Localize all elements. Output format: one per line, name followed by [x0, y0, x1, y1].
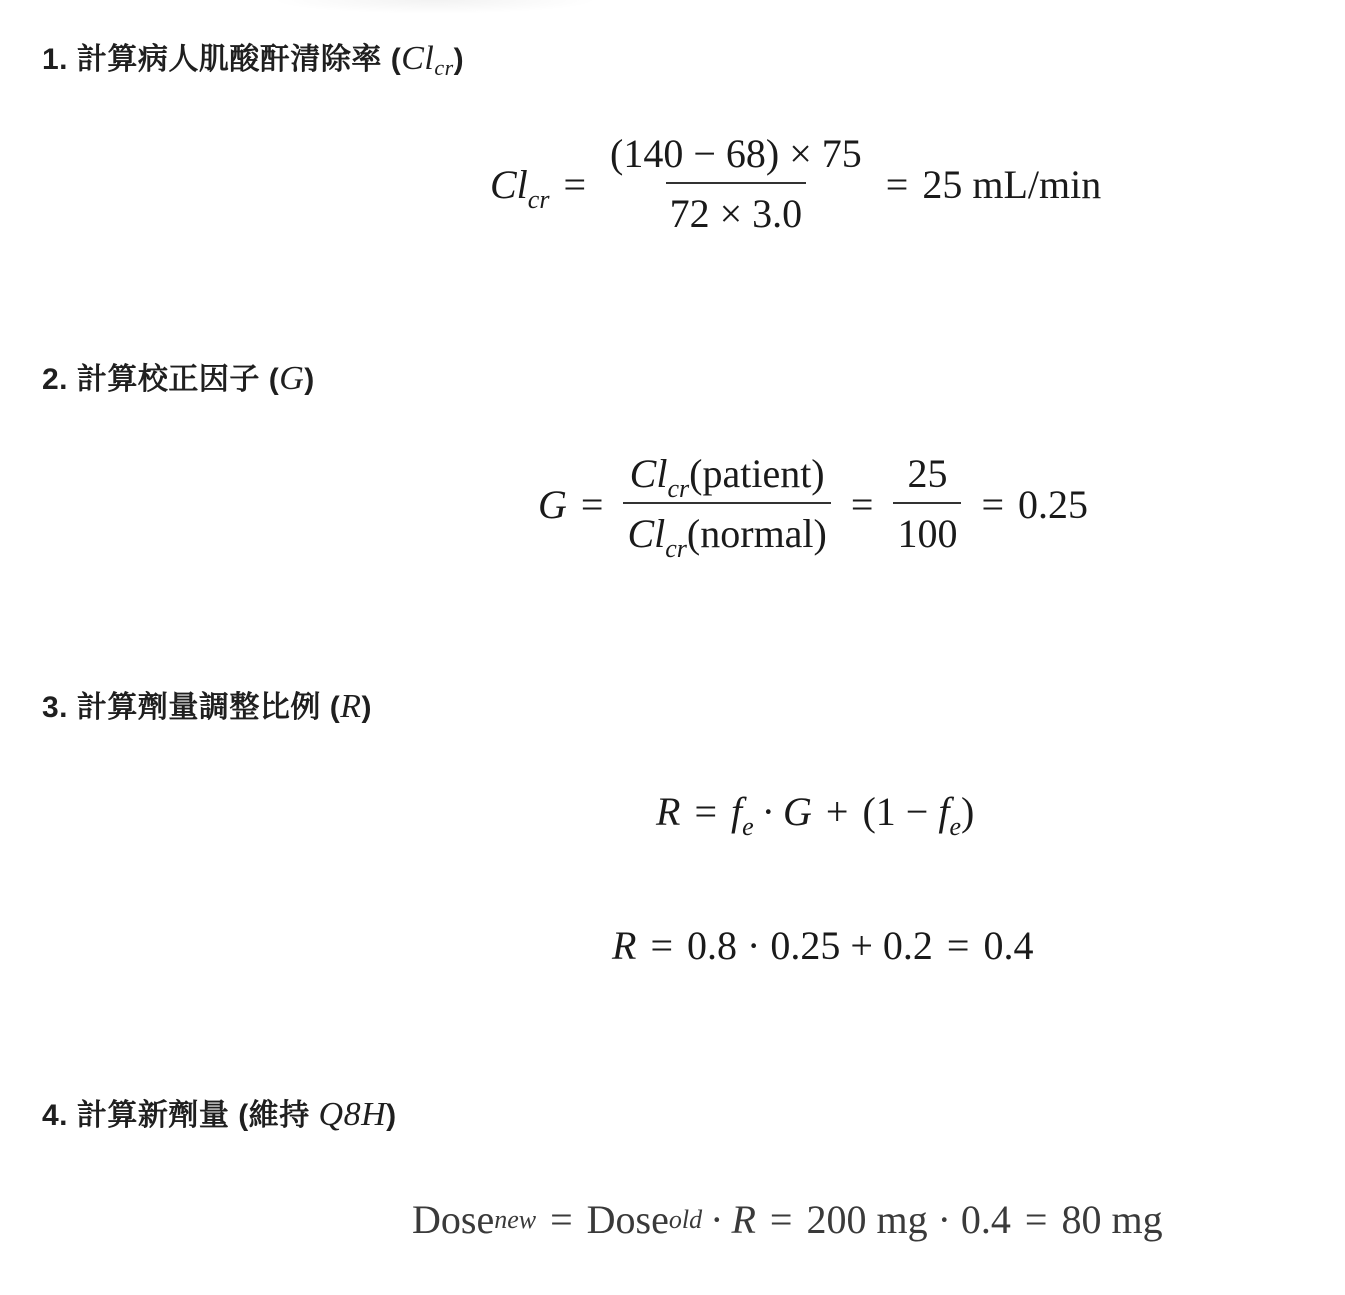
top-shadow — [270, 0, 600, 14]
step-symbol: Q8H — [318, 1096, 387, 1133]
creatinine-clearance-equation: $Cl_{cr}$ = $\frac{(140 - 68) \times 75}{72 \times 3.0}$ = 25 mL/min — [490, 131, 1102, 236]
step-3-heading: 3. 計算劑量調整比例 (R) — [42, 688, 372, 725]
step-title: 計算病人肌酸酐清除率 — [76, 43, 382, 76]
correction-factor-equation: G = $\frac{Cl_{cr}(patient)}{Cl_{cr}(normal)}$ = $\frac{25}{100}$ = 0.25 — [538, 451, 1088, 563]
result: 80 mg — [1061, 1197, 1163, 1242]
ratio-formula: R = $f_e$ · G + (1 − $f_e$ ) — [656, 789, 975, 841]
ratio-calculation: R = 0.8 · 0.25 + 0.2 = 0.4 — [612, 923, 1034, 968]
step-symbol: G — [279, 360, 305, 397]
fraction: $\frac{25}{100}$ — [893, 452, 961, 556]
step-2-heading: 2. 計算校正因子 (G) — [42, 360, 315, 397]
step-symbol: R — [340, 688, 362, 725]
step-1-heading: 1. 計算病人肌酸酐清除率 $(Cl_{cr})$ — [42, 40, 465, 80]
fraction: $\frac{(140 - 68) \times 75}{72 \times 3.0}$ — [610, 131, 862, 236]
result: 0.25 — [1018, 481, 1088, 527]
new-dose-equation: Dose new = Dose old · R = 200 mg · 0.4 = 80 mg — [412, 1197, 1163, 1242]
step-symbol: $Cl_{cr}$ — [401, 40, 454, 80]
step-4-heading: 4. 計算新劑量 (維持 Q8H) — [42, 1096, 397, 1133]
result: 0.4 — [983, 923, 1034, 968]
result: 25 mL/min — [922, 161, 1102, 207]
fraction: $\frac{Cl_{cr}(patient)}{Cl_{cr}(normal)}$ — [623, 452, 830, 556]
step-number: 1. — [42, 43, 69, 76]
